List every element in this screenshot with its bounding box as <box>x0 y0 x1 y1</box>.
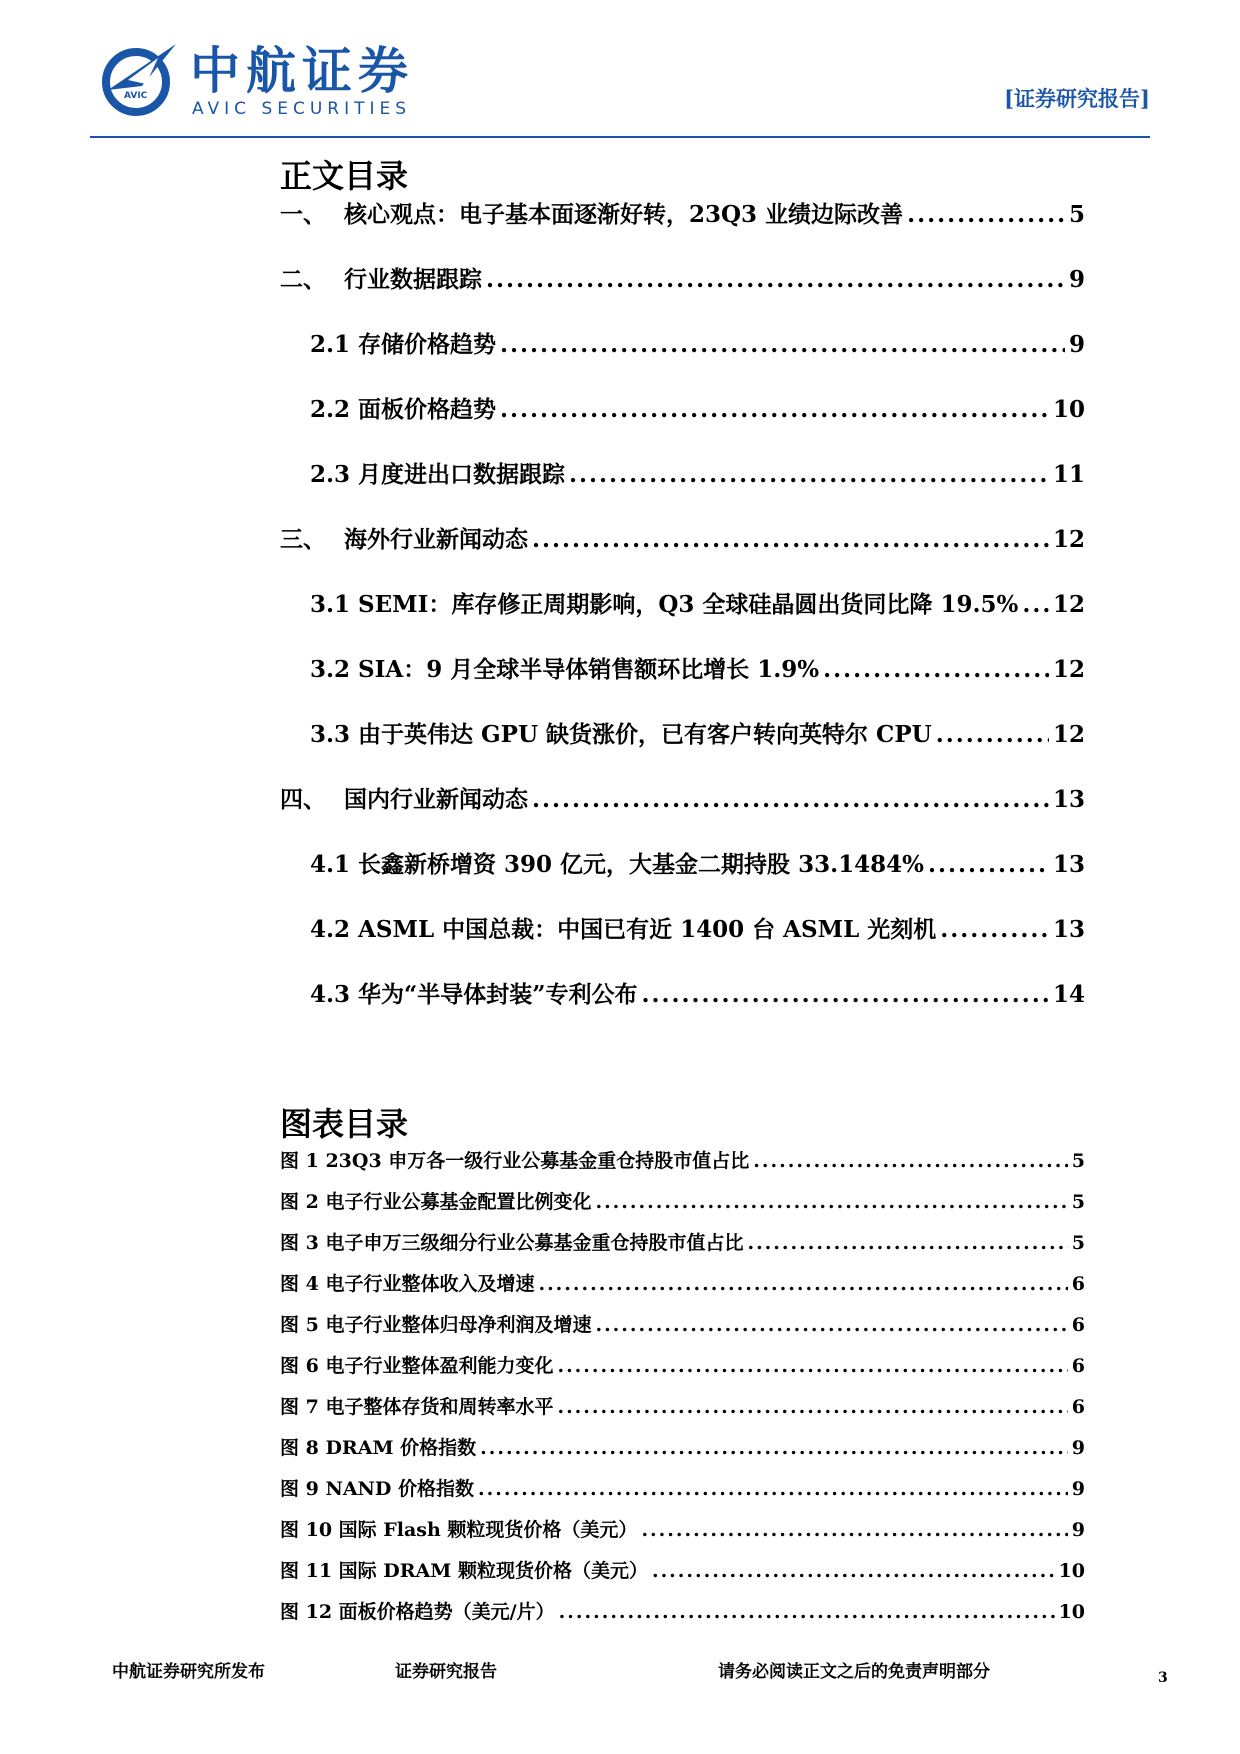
toc-entry-page: 13 <box>1052 851 1085 878</box>
figure-entry-page: 9 <box>1071 1437 1085 1459</box>
toc-title: 正文目录 <box>280 157 409 195</box>
figure-entry[interactable] <box>280 1269 1085 1310</box>
toc-entry-section[interactable] <box>280 911 1085 976</box>
figure-entry-page: 6 <box>1071 1396 1085 1418</box>
toc-entry-number: 4.2 <box>310 916 351 943</box>
figure-entry-label: 图 3 电子申万三级细分行业公募基金重仓持股市值占比 <box>280 1232 744 1254</box>
figure-entry-label: 图 9 NAND 价格指数 <box>280 1478 475 1500</box>
figure-entry[interactable] <box>280 1597 1085 1638</box>
toc-leader-dots <box>823 656 1049 683</box>
toc-entry-chapter[interactable] <box>280 196 1085 261</box>
toc-entry-label <box>310 846 924 879</box>
toc-entry-page: 12 <box>1052 526 1085 553</box>
footer-publisher: 中航证券研究所发布 <box>112 1662 265 1682</box>
toc-leader-dots <box>907 201 1065 228</box>
figure-entry-page: 6 <box>1071 1314 1085 1336</box>
toc-entry-label <box>310 456 565 489</box>
toc-entry-number: 4.1 <box>310 851 351 878</box>
toc-entry-label <box>310 586 1018 619</box>
figure-entry-page: 10 <box>1058 1601 1085 1623</box>
toc-entry-page: 13 <box>1052 916 1085 943</box>
toc-leader-dots <box>595 1314 1067 1336</box>
toc-leader-dots <box>480 1437 1068 1459</box>
figure-entry-page: 5 <box>1071 1191 1085 1213</box>
logo-badge-text: AVIC <box>124 91 148 101</box>
toc-entry-text: 国内行业新闻动态 <box>344 786 528 813</box>
toc-entry-number: 3.1 <box>310 591 351 618</box>
toc-entry-number: 2.1 <box>310 331 351 358</box>
figure-entry[interactable] <box>280 1351 1085 1392</box>
toc-entry-number: 四、 <box>280 786 326 813</box>
toc-leader-dots <box>559 1601 1055 1623</box>
figure-entry-page: 9 <box>1071 1478 1085 1500</box>
figure-entry-page: 10 <box>1058 1560 1085 1582</box>
figure-entry[interactable] <box>280 1474 1085 1515</box>
toc-entry-text: 核心观点：电子基本面逐渐好转，23Q3 业绩边际改善 <box>344 201 904 228</box>
footer-page-number: 3 <box>1158 1670 1168 1686</box>
toc-entry-label <box>280 521 528 554</box>
footer-disclaimer: 请务必阅读正文之后的免责声明部分 <box>718 1662 990 1682</box>
toc-entry-section[interactable] <box>280 846 1085 911</box>
toc-entry-label <box>310 326 496 359</box>
toc-entry-chapter[interactable] <box>280 261 1085 326</box>
logo-chinese-text: 中航证券 <box>190 42 414 100</box>
toc-entry-label <box>310 976 638 1009</box>
toc-entry-number: 一、 <box>280 201 326 228</box>
figure-entry-label: 图 2 电子行业公募基金配置比例变化 <box>280 1191 592 1213</box>
toc-entry-number: 二、 <box>280 266 326 293</box>
toc-leader-dots <box>595 1191 1067 1213</box>
logo-english-text: AVIC SECURITIES <box>192 99 412 119</box>
toc-entry-page: 12 <box>1052 721 1085 748</box>
toc-entry-text: 行业数据跟踪 <box>344 266 482 293</box>
toc-entry-page: 13 <box>1052 786 1085 813</box>
toc-entry-page: 11 <box>1052 461 1085 488</box>
footer-doc-type: 证券研究报告 <box>395 1662 497 1682</box>
figure-entry-label: 图 12 面板价格趋势（美元/片） <box>280 1601 555 1623</box>
figures-toc-title: 图表目录 <box>280 1105 409 1143</box>
figure-entry[interactable] <box>280 1515 1085 1556</box>
avic-logo-icon <box>98 40 178 118</box>
toc-leader-dots <box>500 396 1049 423</box>
toc-entry-text: 面板价格趋势 <box>358 396 497 423</box>
toc-entry-page: 10 <box>1052 396 1085 423</box>
toc-entry-text: SEMI：库存修正周期影响，Q3 全球硅晶圆出货同比降 19.5% <box>358 591 1019 618</box>
figure-entry[interactable] <box>280 1392 1085 1433</box>
toc-entry-number: 3.3 <box>310 721 351 748</box>
figure-entry-label: 图 1 23Q3 申万各一级行业公募基金重仓持股市值占比 <box>280 1150 750 1172</box>
figure-entry-label: 图 4 电子行业整体收入及增速 <box>280 1273 535 1295</box>
table-of-contents <box>280 196 1085 1041</box>
toc-entry-chapter[interactable] <box>280 521 1085 586</box>
toc-leader-dots <box>652 1560 1055 1582</box>
figure-entry-label: 图 11 国际 DRAM 颗粒现货价格（美元） <box>280 1560 648 1582</box>
figure-entry-page: 6 <box>1071 1273 1085 1295</box>
toc-entry-section[interactable] <box>280 326 1085 391</box>
page-header <box>0 0 1240 140</box>
toc-leader-dots <box>642 981 1049 1008</box>
toc-entry-section[interactable] <box>280 716 1085 781</box>
toc-leader-dots <box>940 916 1049 943</box>
figure-entry-label: 图 7 电子整体存货和周转率水平 <box>280 1396 554 1418</box>
toc-entry-page: 9 <box>1068 331 1085 358</box>
toc-entry-number: 2.3 <box>310 461 351 488</box>
toc-entry-text: SIA：9 月全球半导体销售额环比增长 1.9% <box>358 656 820 683</box>
toc-entry-number: 三、 <box>280 526 326 553</box>
figure-entry[interactable] <box>280 1433 1085 1474</box>
figure-entry-label: 图 5 电子行业整体归母净利润及增速 <box>280 1314 592 1336</box>
toc-leader-dots <box>557 1355 1067 1377</box>
toc-entry-label <box>280 196 903 229</box>
toc-entry-section[interactable] <box>280 976 1085 1041</box>
toc-entry-page: 5 <box>1068 201 1085 228</box>
toc-leader-dots <box>569 461 1049 488</box>
toc-entry-page: 9 <box>1068 266 1085 293</box>
figure-entry[interactable] <box>280 1146 1085 1187</box>
toc-entry-section[interactable] <box>280 391 1085 456</box>
toc-entry-label <box>310 651 819 684</box>
header-divider <box>90 136 1150 138</box>
toc-entry-text: 由于英伟达 GPU 缺货涨价，已有客户转向英特尔 CPU <box>358 721 932 748</box>
figure-entry[interactable] <box>280 1228 1085 1269</box>
toc-leader-dots <box>538 1273 1067 1295</box>
figure-entry-label: 图 10 国际 Flash 颗粒现货价格（美元） <box>280 1519 638 1541</box>
toc-leader-dots <box>500 331 1065 358</box>
page-footer <box>0 1660 1240 1700</box>
toc-entry-text: 华为“半导体封装”专利公布 <box>358 981 638 1008</box>
toc-leader-dots <box>753 1150 1067 1172</box>
toc-leader-dots <box>557 1396 1067 1418</box>
figure-entry-page: 5 <box>1071 1150 1085 1172</box>
figure-entry-page: 9 <box>1071 1519 1085 1541</box>
toc-entry-page: 12 <box>1052 591 1085 618</box>
toc-entry-number: 2.2 <box>310 396 351 423</box>
figure-entry-page: 6 <box>1071 1355 1085 1377</box>
toc-leader-dots <box>486 266 1065 293</box>
toc-entry-text: 海外行业新闻动态 <box>344 526 528 553</box>
toc-entry-text: 长鑫新桥增资 390 亿元，大基金二期持股 33.1484% <box>358 851 924 878</box>
toc-leader-dots <box>936 721 1049 748</box>
figure-entry[interactable] <box>280 1310 1085 1351</box>
toc-entry-section[interactable] <box>280 586 1085 651</box>
toc-entry-page: 14 <box>1052 981 1085 1008</box>
toc-entry-label <box>280 781 528 814</box>
toc-entry-section[interactable] <box>280 651 1085 716</box>
toc-leader-dots <box>747 1232 1067 1254</box>
toc-entry-number: 3.2 <box>310 656 351 683</box>
toc-leader-dots <box>478 1478 1068 1500</box>
figure-entry[interactable] <box>280 1187 1085 1228</box>
toc-entry-label <box>310 716 932 749</box>
figure-entry[interactable] <box>280 1556 1085 1597</box>
figure-entry-page: 5 <box>1071 1232 1085 1254</box>
toc-entry-label <box>310 911 936 944</box>
toc-entry-text: ASML 中国总裁：中国已有近 1400 台 ASML 光刻机 <box>358 916 937 943</box>
figure-entry-label: 图 6 电子行业整体盈利能力变化 <box>280 1355 554 1377</box>
toc-entry-text: 月度进出口数据跟踪 <box>358 461 566 488</box>
toc-entry-label <box>280 261 482 294</box>
toc-entry-text: 存储价格趋势 <box>358 331 497 358</box>
toc-entry-chapter[interactable] <box>280 781 1085 846</box>
toc-entry-label <box>310 391 496 424</box>
list-of-figures <box>280 1146 1085 1638</box>
toc-leader-dots <box>1022 591 1049 618</box>
toc-entry-number: 4.3 <box>310 981 351 1008</box>
toc-leader-dots <box>532 786 1049 813</box>
figure-entry-label: 图 8 DRAM 价格指数 <box>280 1437 477 1459</box>
toc-leader-dots <box>641 1519 1067 1541</box>
toc-entry-page: 12 <box>1052 656 1085 683</box>
toc-entry-section[interactable] <box>280 456 1085 521</box>
report-type-tag: [证券研究报告] <box>1004 86 1150 111</box>
toc-leader-dots <box>532 526 1049 553</box>
toc-leader-dots <box>928 851 1049 878</box>
